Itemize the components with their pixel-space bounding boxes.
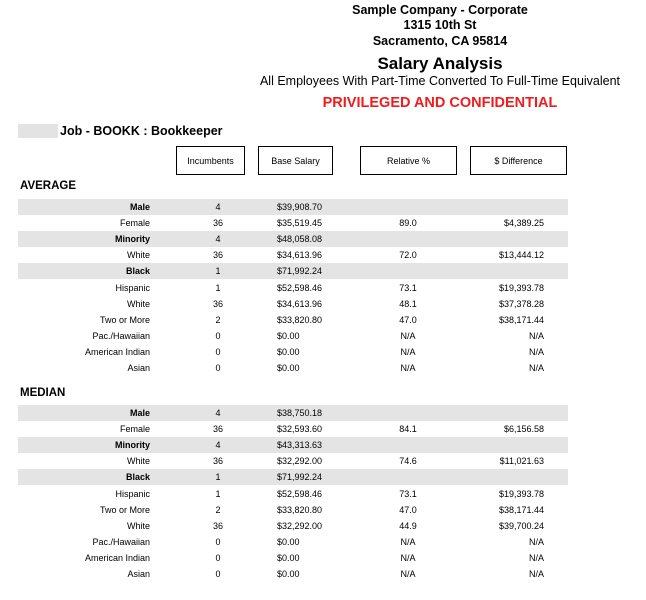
column-header-difference: $ Difference: [470, 146, 567, 175]
difference-cell: N/A: [528, 330, 544, 341]
table-row: [18, 328, 568, 344]
row-label: Male: [129, 408, 150, 418]
job-marker-box: [18, 124, 58, 138]
table-row: [18, 502, 568, 518]
base-salary-cell: $0.00: [277, 346, 300, 357]
incumbents-cell: 0: [215, 330, 221, 341]
table-row: [18, 360, 568, 376]
difference-cell: $37,378.28: [498, 298, 544, 309]
difference-cell: N/A: [528, 552, 544, 563]
row-label: Hispanic: [115, 488, 150, 499]
base-salary-cell: $0.00: [277, 330, 300, 341]
table-row: [18, 518, 568, 534]
row-label: White: [126, 520, 150, 531]
table-row: [18, 421, 568, 437]
relative-cell: N/A: [400, 363, 416, 373]
relative-cell: 72.0: [399, 250, 417, 261]
row-label: Minority: [115, 440, 150, 451]
base-salary-cell: $43,313.63: [277, 440, 323, 451]
base-salary-cell: $52,598.46: [277, 282, 323, 293]
relative-cell: N/A: [400, 330, 416, 341]
row-label: American Indian: [84, 552, 150, 563]
base-salary-cell: $32,292.00: [277, 456, 323, 467]
difference-cell: $39,700.24: [498, 520, 544, 531]
table-row: [18, 344, 568, 360]
row-label: White: [126, 250, 150, 261]
table-row: [18, 199, 568, 215]
base-salary-cell: $52,598.46: [277, 488, 323, 499]
row-label: Male: [129, 202, 150, 212]
base-salary-cell: $39,908.70: [277, 202, 323, 212]
base-salary-cell: $33,820.80: [277, 314, 323, 325]
incumbents-cell: 4: [215, 234, 221, 245]
report-subtitle: All Employees With Part-Time Converted To Full-Time Equivalent: [259, 74, 621, 88]
table-row: [18, 566, 568, 582]
difference-cell: $6,156.58: [503, 424, 544, 435]
incumbents-cell: 1: [215, 266, 221, 277]
table-row: [18, 469, 568, 485]
report-title: Salary Analysis: [377, 54, 503, 73]
row-label: Female: [119, 218, 150, 229]
incumbents-cell: 2: [215, 314, 221, 325]
difference-cell: N/A: [528, 569, 544, 579]
table-row: [18, 247, 568, 263]
base-salary-cell: $0.00: [277, 569, 300, 579]
incumbents-cell: 0: [215, 536, 221, 547]
section-title-average: AVERAGE: [20, 180, 77, 192]
difference-cell: $19,393.78: [498, 282, 544, 293]
base-salary-cell: $38,750.18: [277, 408, 323, 418]
incumbents-cell: 2: [215, 504, 221, 515]
incumbents-cell: 0: [215, 569, 221, 579]
difference-cell: $38,171.44: [498, 504, 544, 515]
table-row: [18, 215, 568, 231]
row-label: Pac./Hawaiian: [92, 536, 150, 547]
row-label: Hispanic: [115, 282, 150, 293]
table-row: [18, 312, 568, 328]
table-row: [18, 405, 568, 421]
incumbents-cell: 36: [212, 520, 223, 531]
relative-cell: 44.9: [399, 520, 417, 531]
table-row: [18, 550, 568, 566]
section-title-median: MEDIAN: [20, 387, 66, 399]
row-label: White: [126, 456, 150, 467]
relative-cell: 47.0: [399, 314, 417, 325]
incumbents-cell: 4: [215, 440, 221, 451]
base-salary-cell: $34,613.96: [277, 250, 323, 261]
row-label: Two or More: [99, 504, 150, 515]
table-row: [18, 534, 568, 550]
base-salary-cell: $0.00: [277, 536, 300, 547]
base-salary-cell: $32,593.60: [277, 424, 323, 435]
incumbents-cell: 4: [215, 408, 221, 418]
difference-cell: $4,389.25: [503, 218, 544, 229]
row-label: Black: [125, 266, 150, 277]
relative-cell: 89.0: [399, 218, 417, 229]
table-row: [18, 231, 568, 247]
base-salary-cell: $33,820.80: [277, 504, 323, 515]
incumbents-cell: 36: [212, 424, 223, 435]
column-header-relative: Relative %: [360, 146, 457, 175]
relative-cell: 73.1: [399, 488, 417, 499]
company-address-line2: Sacramento, CA 95814: [372, 34, 508, 48]
incumbents-cell: 0: [215, 346, 221, 357]
row-label: White: [126, 298, 150, 309]
table-row: [18, 453, 568, 469]
base-salary-cell: $48,058.08: [277, 234, 323, 245]
table-row: [18, 263, 568, 279]
row-label: Asian: [127, 363, 150, 373]
table-row: [18, 280, 568, 296]
relative-cell: N/A: [400, 346, 416, 357]
row-label: Black: [125, 472, 150, 483]
incumbents-cell: 36: [212, 250, 223, 261]
incumbents-cell: 1: [215, 472, 221, 483]
relative-cell: 73.1: [399, 282, 417, 293]
base-salary-cell: $0.00: [277, 363, 300, 373]
incumbents-cell: 36: [212, 456, 223, 467]
relative-cell: 74.6: [399, 456, 417, 467]
base-salary-cell: $35,519.45: [277, 218, 323, 229]
row-label: Pac./Hawaiian: [92, 330, 150, 341]
difference-cell: N/A: [528, 363, 544, 373]
company-address-line1: 1315 10th St: [403, 18, 477, 32]
table-row: [18, 437, 568, 453]
difference-cell: $11,021.63: [499, 456, 544, 467]
row-label: Two or More: [99, 314, 150, 325]
difference-cell: $38,171.44: [498, 314, 544, 325]
row-label: Asian: [127, 569, 150, 579]
incumbents-cell: 0: [215, 552, 221, 563]
relative-cell: 47.0: [399, 504, 417, 515]
base-salary-cell: $32,292.00: [277, 520, 323, 531]
difference-cell: N/A: [528, 346, 544, 357]
job-title: Job - BOOKK : Bookkeeper: [60, 124, 223, 138]
company-name: Sample Company - Corporate: [352, 3, 528, 17]
relative-cell: 48.1: [399, 298, 417, 309]
difference-cell: N/A: [528, 536, 544, 547]
confidential-banner: PRIVILEGED AND CONFIDENTIAL: [322, 95, 558, 111]
incumbents-cell: 0: [215, 363, 221, 373]
difference-cell: $19,393.78: [498, 488, 544, 499]
base-salary-cell: $71,992.24: [277, 266, 323, 277]
relative-cell: N/A: [400, 569, 416, 579]
difference-cell: $13,444.12: [498, 250, 544, 261]
base-salary-cell: $34,613.96: [277, 298, 323, 309]
column-header-incumbents: Incumbents: [176, 146, 245, 175]
relative-cell: N/A: [400, 536, 416, 547]
row-label: Female: [119, 424, 150, 435]
row-label: American Indian: [84, 346, 150, 357]
incumbents-cell: 36: [212, 298, 223, 309]
table-row: [18, 296, 568, 312]
relative-cell: 84.1: [399, 424, 417, 435]
base-salary-cell: $71,992.24: [277, 472, 323, 483]
relative-cell: N/A: [400, 552, 416, 563]
base-salary-cell: $0.00: [277, 552, 300, 563]
row-label: Minority: [115, 234, 150, 245]
incumbents-cell: 1: [215, 282, 221, 293]
incumbents-cell: 1: [215, 488, 221, 499]
incumbents-cell: 36: [212, 218, 223, 229]
table-row: [18, 486, 568, 502]
incumbents-cell: 4: [215, 202, 221, 212]
column-header-base-salary: Base Salary: [258, 146, 333, 175]
